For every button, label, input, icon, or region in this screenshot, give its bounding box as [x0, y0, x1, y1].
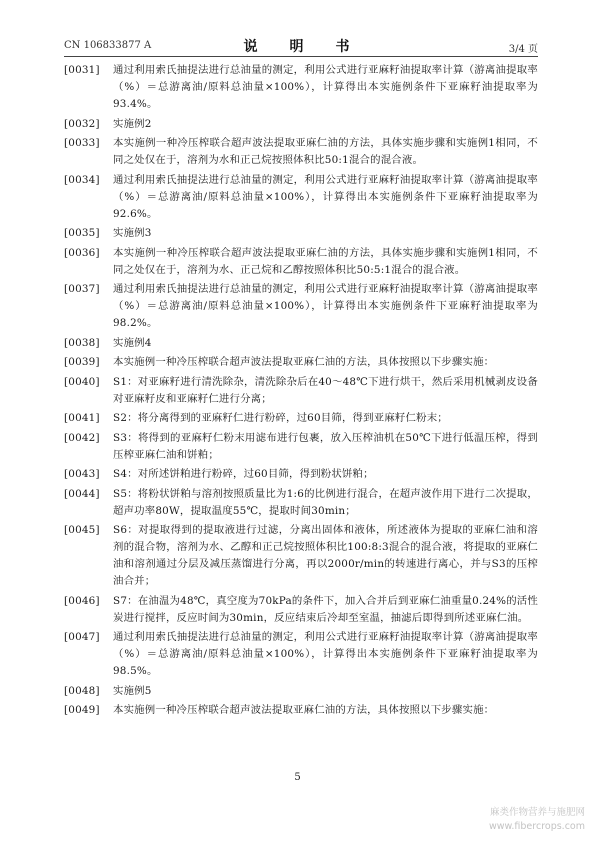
paragraph: [64, 245, 538, 279]
publication-number: CN 106833877 A: [64, 40, 152, 51]
paragraph-number: [0032]: [64, 117, 100, 130]
site-watermark: [489, 806, 585, 834]
paragraph-number: [0043]: [64, 468, 100, 480]
paragraph: [64, 116, 538, 133]
paragraph-number: [0034]: [64, 173, 100, 186]
paragraph-text: 通过利用索氏抽提法进行总油量的测定，利用公式进行亚麻籽油提取率计算（游离油提取率（%）＝总游离油/原料总油量×100%），计算得出本实施例条件下亚麻籽油提取率为92.6%。: [113, 173, 538, 220]
paragraph-text: 本实施例一种冷压榨联合超声波法提取亚麻仁油的方法，具体实施步骤和实施例1相同，不同之处仅在于，溶剂为水和正己烷按照体积比50:1混合的混合液。: [113, 137, 538, 166]
paragraph-text: 实施例3: [113, 227, 152, 239]
paragraph-text: S2：将分离得到的亚麻籽仁进行粉碎，过60目筛，得到亚麻籽仁粉末；: [113, 412, 448, 424]
paragraph-text: 实施例4: [113, 336, 152, 349]
paragraph-text: 通过利用索氏抽提法进行总油量的测定，利用公式进行亚麻籽油提取率计算（游离油提取率（%）＝总游离油/原料总油量×100%），计算得出本实施例条件下亚麻籽油提取率为98.5%。: [113, 631, 538, 677]
page-header: [64, 36, 538, 54]
paragraph: [64, 374, 538, 408]
header-divider: [64, 56, 538, 57]
paragraph-text: 实施例5: [113, 684, 152, 697]
paragraph-number: [0042]: [64, 431, 100, 444]
paragraph: [64, 486, 538, 520]
paragraph-number: [0048]: [64, 684, 100, 697]
paragraph-text: S6：对提取得到的提取液进行过滤，分离出固体和液体，所述液体为提取的亚麻仁油和溶剂的混合物，溶剂为水、乙醇和正己烷按照体积比100:8:3混合的混合液，将提取的亚麻仁油和溶剂通过分层及减压蒸馏进行分离，再以2000r/min的转速进行离心，并与S3的压榨油合并；: [113, 524, 538, 587]
paragraph: [64, 466, 538, 483]
paragraph-text: 本实施例一种冷压榨联合超声波法提取亚麻仁油的方法，具体按照以下步骤实施：: [113, 356, 495, 368]
watermark-url: www.fibercrops.com: [488, 821, 585, 832]
paragraph: [64, 683, 538, 700]
paragraph-number: [0047]: [64, 631, 100, 643]
paragraph: [64, 335, 538, 352]
paragraph-text: 通过利用索氏抽提法进行总油量的测定，利用公式进行亚麻籽油提取率计算（游离油提取率（%）＝总游离油/原料总油量×100%），计算得出本实施例条件下亚麻籽油提取率为93.4%。: [113, 64, 538, 110]
paragraph-text: 实施例2: [113, 117, 152, 130]
paragraph: [64, 172, 538, 223]
paragraph-text: S3：将得到的亚麻籽仁粉末用滤布进行包裹，放入压榨油机在50℃下进行低温压榨，得到压榨亚麻仁油和饼粕；: [113, 431, 538, 461]
paragraph-number: [0038]: [64, 336, 100, 349]
paragraph-text: 本实施例一种冷压榨联合超声波法提取亚麻仁油的方法，具体实施步骤和实施例1相同，不同之处仅在于，溶剂为水、正己烷和乙醇按照体积比50:5:1混合的混合液。: [113, 246, 538, 276]
paragraph-text: S7：在油温为48℃，真空度为70kPa的条件下，加入合并后到亚麻仁油重量0.24%的活性炭进行搅拌，反应时间为30min，反应结束后冷却至室温，抽滤后即得到所述亚麻仁油。: [113, 594, 538, 624]
paragraph: [64, 354, 538, 371]
paragraph-text: S4：对所述饼粕进行粉碎，过60目筛，得到粉状饼粕；: [113, 468, 374, 480]
page-info: 3/4 页: [508, 44, 538, 55]
paragraph: [64, 702, 538, 719]
paragraph-text: 通过利用索氏抽提法进行总油量的测定，利用公式进行亚麻籽油提取率计算（游离油提取率（%）＝总游离油/原料总油量×100%），计算得出本实施例条件下亚麻籽油提取率为98.2%。: [113, 283, 538, 329]
paragraph: [64, 430, 538, 464]
paragraph: [64, 62, 538, 113]
document-title: 说 明 书: [243, 39, 359, 55]
paragraph-number: [0045]: [64, 524, 100, 536]
watermark-site-name: 麻类作物营养与施肥网: [489, 807, 585, 818]
paragraph-number: [0039]: [64, 356, 100, 368]
paragraph-number: [0036]: [64, 246, 100, 259]
paragraph-number: [0049]: [64, 704, 100, 716]
paragraph-number: [0046]: [64, 594, 100, 607]
paragraph: [64, 629, 538, 680]
paragraph: [64, 135, 538, 169]
paragraph: [64, 225, 538, 242]
paragraph-number: [0033]: [64, 137, 100, 149]
paragraph-number: [0044]: [64, 487, 100, 500]
page-number: 5: [294, 772, 301, 783]
paragraph-number: [0040]: [64, 375, 100, 388]
paragraph: [64, 281, 538, 332]
paragraph: [64, 522, 538, 590]
paragraph: [64, 410, 538, 427]
paragraph-text: S1：对亚麻籽进行清洗除杂，清洗除杂后在40～48℃下进行烘干，然后采用机械剥皮设备对亚麻籽皮和亚麻籽仁进行分离；: [113, 375, 538, 405]
document-body: [64, 62, 538, 722]
paragraph-number: [0031]: [64, 64, 100, 76]
paragraph-number: [0037]: [64, 283, 100, 295]
paragraph: [64, 593, 538, 627]
paragraph-number: [0035]: [64, 227, 100, 239]
paragraph-text: 本实施例一种冷压榨联合超声波法提取亚麻仁油的方法，具体按照以下步骤实施：: [113, 704, 495, 716]
paragraph-text: S5：将粉状饼粕与溶剂按照质量比为1:6的比例进行混合，在超声波作用下进行二次提取，超声功率80W，提取温度55℃，提取时间30min；: [113, 487, 538, 517]
paragraph-number: [0041]: [64, 412, 100, 424]
